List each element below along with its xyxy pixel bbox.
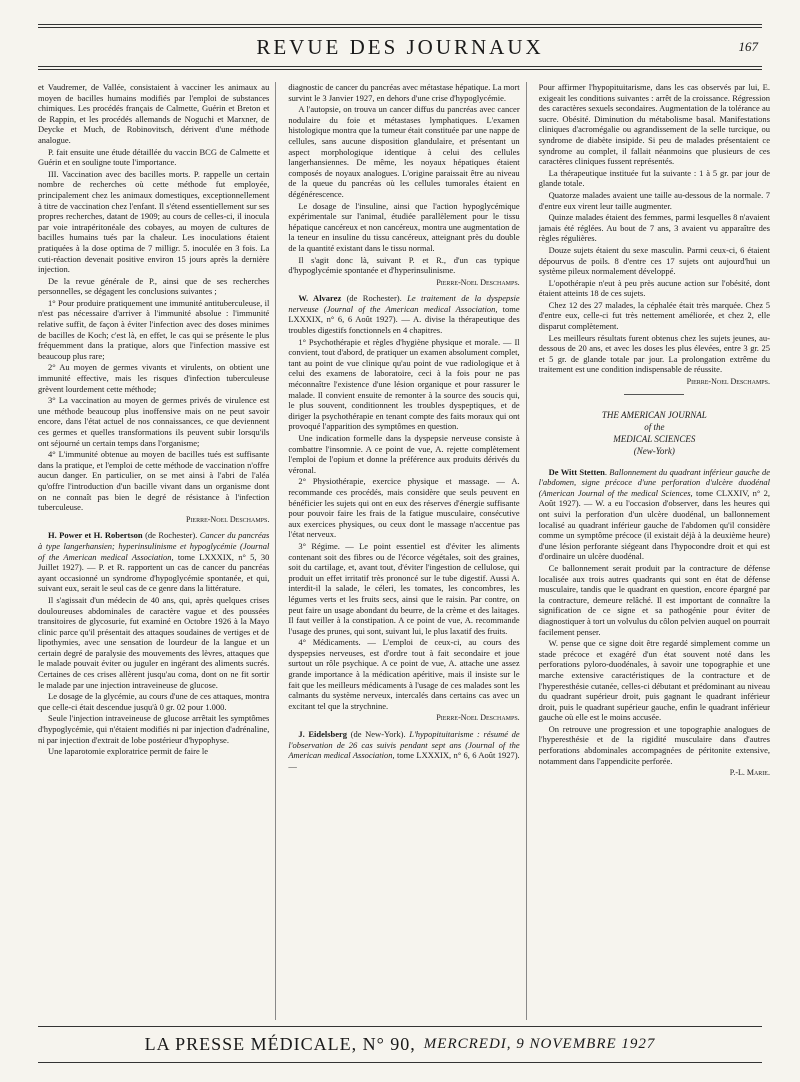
signature: P.-L. Marie. <box>729 768 770 778</box>
paragraph: 3° Régime. — Le point essentiel est d'éviter les aliments contenant soit des fibres ou de l'écorce végétales, soit des graines, soit du cartilage, et, avant tout, d'éviter l'ingestion de cellulose, qui produit un effet irritatif très prononcé sur le tube digestif. Aussi A. interdit-il la salade, le céleri, les tomates, les concombres, les légumes verts et les fruits secs, ainsi que le raisin. Par contre, on peut faire un usage abondant du beurre, de la crème et des laitages. Il faut veiller à la constipation. A ce point de vue, A. recommande l'usage des prunes, qui sont, suivant lui, le plus laxatif des fruits. <box>288 540 520 636</box>
article-reference: tome LXXXIX, n° 6, 6 Août 1927). — A. divise la thérapeutique des troubles digestifs fonctionnels en 4 chapitres. <box>288 303 520 336</box>
article-author: H. Power et H. Robertson <box>48 530 143 541</box>
paragraph: 2° Physiothérapie, exercice physique et massage. — A. recommande ces procédés, mais considère que seuls peuvent en bénéficier les sujets qui ont en eux des réserves d'énergie suffisante pour pouvoir faire les frais de la fatigue musculaire, consécutive aux exercices physiques, ou ceux dont le massage n'accentue pas l'état nerveux. <box>288 476 520 540</box>
paragraph: Il s'agissait d'un médecin de 40 ans, qui, après quelques crises douloureuses abdominales de caractère vague et des poussées transitoires de glycosurie, fut examiné en Octobre 1926 à la Mayo clinic parce qu'il présentait des attaques soudaines de vertiges et de lipothymies, avec une sensation de lourdeur de la langue et un certain degré de paralysie des mouvements des lèvres, attaques que le malade pouvait éviter ou juguler en ingérant des aliments sucrés. Certaines de ces crises allèrent jusqu'au coma, dont on ne fit sortir le malade par une injection intraveineuse de glucose. <box>38 594 270 690</box>
paragraph: Une laparotomie exploratrice permit de faire le <box>48 746 209 757</box>
article-affiliation: (de Rochester). <box>341 293 408 304</box>
paragraph: A l'autopsie, on trouva un cancer diffus du pancréas avec cancer nodulaire du foie et métastases lymphatiques. L'examen histologique montra que la tumeur était constituée par une nappe de cellules, sans aucune disposition glandulaire, et présentant un aspect morphologique identique à celui des cellules langerhansiennes. De même, les noyaux hépatiques étaient composés de noyaux analogues. L'origine paraissait être au niveau de la queue du pancréas où les cellules tumorales étaient en dégénérescence. <box>288 104 520 199</box>
article-heading <box>288 729 519 771</box>
paragraph: diagnostic de cancer du pancréas avec métastase hépatique. La mort survint le 3 Janvier 1927, en dehors d'une crise d'hypoglycémie. <box>288 82 520 103</box>
paragraph: 3° La vaccination au moyen de germes privés de virulence est une méthode beaucoup plus inoffensive mais on ne peut savoir encore, dans l'état actuel de nos connaissances, ce que deviennent ces germes et quelles transformations ils peuvent subir lorsqu'ils ont séjourné un certain temps dans l'organisme; <box>38 395 270 448</box>
header-rule-top-thin <box>38 27 762 28</box>
page-header <box>38 30 762 64</box>
article-title: Cancer du pancréas à type langerhansien; hyperinsulinisme et hypoglycémie (Journal of the American medical Association, <box>38 530 270 562</box>
paragraph: Une indication formelle dans la dyspepsie nerveuse consiste à combattre l'insomnie. A ce point de vue, A. rejette complètement l'emploi de l'opium et donne la préférence aux produits dérivés du véronal. <box>288 433 520 475</box>
paragraph: Le dosage de la glycémie, au cours d'une de ces attaques, montra que celle-ci était descendue jusqu'à 0 gr. 02 pour 1.000. <box>38 691 270 712</box>
header-title: REVUE DES JOURNAUX <box>256 34 544 59</box>
text-columns <box>38 82 770 1020</box>
footer-publication: LA PRESSE MÉDICALE, N° 90, <box>144 1033 416 1054</box>
article-title: Le traitement de la dyspepsie nerveuse (Journal of the American medical Association, <box>288 293 520 314</box>
column-2 <box>288 82 526 1020</box>
article-author: W. Alvarez <box>298 293 342 304</box>
paragraph: On retrouve une progression et une topographie analogues de l'hyperesthésie et de la rigidité musculaire dans d'autres perforations abdominales accompagnées de péritonite extensive, notamment dans l'appendicite perforée. <box>538 723 770 766</box>
paragraph: Le dosage de l'insuline, ainsi que l'action hypoglycémique expérimentale sur l'animal, étudiée parallèlement pour le tissu hépatique cancéreux et non cancéreux, montra une augmentation de la teneur en insuline du tissu cancéreux, atteignant près du double de la quantité existant dans le tissu normal. <box>288 200 520 253</box>
header-rule-top <box>38 24 762 25</box>
paragraph: et Vaudremer, de Vallée, consistaient à vacciner les animaux au moyen de bacilles humains modifiés par l'emploi de substances chimiques. Les procédés français de Calmette, Guérin et Breton et de Rappin, et les procédés allemands de Noguchi et Marxner, de Deycke et Much, de Robinovitsch, dérivent d'une méthode analogue. <box>38 82 270 145</box>
page-number: 167 <box>738 39 758 54</box>
section-divider <box>624 394 684 395</box>
journal-location: (New-York) <box>633 445 675 456</box>
article-reference: tome LXXXIX, n° 6, 6 Août 1927). — <box>288 750 520 771</box>
article-affiliation: (de New-York). <box>347 729 410 740</box>
paragraph: 4° Médicaments. — L'emploi de ceux-ci, au cours des dyspepsies nerveuses, est d'ordre tout à fait secondaire et joue surtout un rôle psychique. A ce point de vue, A. attache une assez grande importance à la médication apéritive, mais il insiste sur le fait que les meilleurs médicaments à l'usage de ces malades sont les calmants du système nerveux, intercalés dans certains cas avec un excitant tel que la strychnine. <box>288 637 520 711</box>
article-heading <box>539 467 770 562</box>
paragraph: Ce ballonnement serait produit par la contracture de défense localisée aux trois autres quadrants qui sont en état de défense musculaire, tandis que le quadrant en question, encore épargné par la contracture, demeure relâché. Il est important de connaître la signification de ce signe et sa pathogénie pour éviter de diagnostiquer à tort un volvulus du côlon pelvien auquel on pourrait facilement penser. <box>538 562 770 637</box>
paragraph: Les meilleurs résultats furent obtenus chez les sujets jeunes, au-dessous de 20 ans, et avec les doses les plus élevées, entre 3 gr. 25 et 5 gr. de glande totale par jour. La prolongation extrême du traitement est une condition indispensable de réussite. <box>538 332 770 375</box>
article-reference: tome LXXXIX, n° 5, 30 Juillet 1927). — P. et R. rapportent un cas de cancer du pancréas ayant occasionné un syndrome d'hypoglycémie spontanée, et qui, suivant eux, serait le seul cas de ce genre dans la littérature. <box>38 551 270 594</box>
footer-rule-bottom <box>38 1062 762 1063</box>
paragraph: Il s'agit donc là, suivant P. et R., d'un cas typique d'hypoglycémie spontanée et d'hyperinsulinisme. <box>288 254 520 276</box>
paragraph: W. pense que ce signe doit être regardé simplement comme un stade précoce et exagéré d'un état souvent noté dans les perforations pyloro-duodénales, à savoir une topographie et une marche extensive caractéristiques de la contracture et de l'hyperesthésie cutanée, celles-ci débutant et prédominant au niveau du quadrant supérieur droit, puis gagnant le quadrant inférieur droit, puis le quadrant supérieur gauche, enfin le quadrant inférieur gauche où elle est le moins accusée. <box>538 638 770 723</box>
signature: Pierre-Noel Deschamps. <box>686 377 770 387</box>
paragraph: 2° Au moyen de germes vivants et virulents, on obtient une immunité effective, mais les risques d'infection tuberculeuse grèvent lourdement cette méthode; <box>38 362 270 394</box>
journal-name-line: MEDICAL SCIENCES <box>613 433 696 444</box>
article-affiliation: (de Rochester). <box>142 530 200 541</box>
paragraph: 1° Psychothérapie et règles d'hygiène physique et morale. — Il convient, tout d'abord, de pratiquer un examen absolument complet, tant au point de vue clinique qu'au point de vue radiologique et à celui des examens de laboratoire, ceci à la fois pour ne pas méconnaître l'existence d'une lésion organique et pour rassurer le malade. Il convient ensuite de remonter à la source des soucis qui, le plus souvent, conditionnent les troubles dyspeptiques, et de diriger la psychothérapie en tenant compte des faits moraux qui ont provoqué l'apparition des symptômes en question. <box>288 336 520 432</box>
article-author: J. Eidelsberg <box>298 729 348 740</box>
page-footer <box>38 1030 762 1058</box>
journal-name-line: of the <box>644 421 665 432</box>
paragraph: P. fait ensuite une étude détaillée du vaccin BCG de Calmette et Guérin et en souligne toute l'importance. <box>38 146 270 168</box>
paragraph: La thérapeutique instituée fut la suivante : 1 à 5 gr. par jour de glande totale. <box>538 167 770 189</box>
signature: Pierre-Noel Deschamps. <box>436 713 520 723</box>
article-title: Ballonnement du quadrant inférieur gauche de l'abdomen, signe précoce d'une perforation d'ulcère duodénal (American Journal of the medical Sciences, <box>538 466 770 498</box>
paragraph: Quatorze malades avaient une taille au-dessous de la normale. 7 d'entre eux virent leur taille augmenter. <box>538 189 770 211</box>
article-affiliation: . <box>604 466 610 477</box>
article-heading <box>38 530 269 594</box>
paragraph: Quinze malades étaient des femmes, parmi lesquelles 8 n'avaient jamais été réglées. Au bout de 7 ans, 3 avaient vu apparaître des règles régulières. <box>538 212 770 244</box>
col1-paragraphs <box>38 82 269 513</box>
column-3 <box>539 82 770 1020</box>
paragraph: Douze sujets étaient du sexe masculin. Parmi ceux-ci, 6 étaient dépourvus de poils. 8 d'entre ces 17 sujets ont aujourd'hui un système pileux normalement développé. <box>538 244 770 277</box>
footer-date: MERCREDI, 9 NOVEMBRE 1927 <box>423 1035 656 1052</box>
header-rule-bottom-thin <box>38 69 762 70</box>
footer-rule <box>38 1026 762 1027</box>
paragraph: Seule l'injection intraveineuse de glucose arrêtait les symptômes d'hypoglycémie, qui n'étaient modifiés ni par injection d'adrénaline, ni par injection d'extrait de lobe postérieur d'hypophyse. <box>38 713 270 745</box>
article-heading <box>288 293 519 335</box>
paragraph: Chez 12 des 27 malades, la céphalée était très marquée. Chez 5 d'entre eux, celle-ci fut très nettement améliorée, et chez 2, elle disparut complètement. <box>538 299 770 332</box>
article-title: L'hypopituitarisme : résumé de l'observation de 26 cas suivis pendant sept ans (Journal of the American medical Association, <box>288 729 520 761</box>
article-reference: tome CLXXIV, n° 2, Août 1927). — W. a eu l'occasion d'observer, dans les heures qui ont suivi la perforation d'un ulcère duodénal, un ballonnement localisé au quadrant inférieur gauche de l'abdomen qu'il considère comme un symptôme précoce (il existait déjà à la deuxième heure) d'une lésion perforante siégeant dans l'hypocondre droit et qui est d'ordinaire un ulcère duodénal. <box>538 487 770 562</box>
paragraph: Pour affirmer l'hypopituitarisme, dans les cas observés par lui, E. exigeait les conditions suivantes : arrêt de la croissance. Régression des caractères sexuels secondaires. Augmentation de la tolérance au sucre. Obésité. Diminution du métabolisme basal. Manifestations cliniques d'acromégalie ou agrandissement de la selle turcique, ou syndrome de diabète insipide. Si peu de malades présentaient ce syndrome au complet, il fallait néanmoins que plusieurs de ces caractères cliniques fussent représentés. <box>538 82 770 167</box>
signature: Pierre-Noel Deschamps. <box>436 277 520 287</box>
paragraph: 4° L'immunité obtenue au moyen de bacilles tués est suffisante dans la pratique, et l'emploi de cette méthode de vaccination n'offre aucun danger. En particulier, on se met ainsi à l'abri de l'aléa qu'offre l'introduction d'un bacille vivant dans un organisme dont on ne connaît pas bien le degré de résistance à l'infection tuberculeuse. <box>38 449 270 513</box>
column-1 <box>38 82 276 1020</box>
header-rule-bottom <box>38 66 762 67</box>
article-author: De Witt Stetten <box>548 466 605 477</box>
paragraph: De la revue générale de P., ainsi que de ses recherches personnelles, se dégagent les conclusions suivantes ; <box>38 275 270 297</box>
paragraph: 1° Pour produire pratiquement une immunité antituberculeuse, il n'est pas nécessaire d'arriver à l'immunité absolue : l'immunité relative suffit, de façon à éviter l'infection avec des doses minimes de bacilles de Koch; c'est là, en effet, le cas qui se présente le plus fréquemment dans la pratique, alors que l'infection massive est beaucoup plus rare; <box>38 297 270 361</box>
paragraph: L'opothérapie n'eut à peu près aucune action sur l'obésité, dont étaient atteints 18 de ces sujets. <box>538 277 770 299</box>
signature: Pierre-Noel Deschamps. <box>185 514 270 524</box>
journal-heading <box>539 409 770 457</box>
paragraph: III. Vaccination avec des bacilles morts. P. rappelle un certain nombre de recherches où cette méthode fut employée, principalement chez les animaux domestiques, exceptionnellement à titre de vaccination chez l'enfant. Il s'étend essentiellement sur ses propres recherches, datant de 1909; au cours de celles-ci, il inocula par voie intrapéritonéale des cobayes, au moyen de cultures de bacilles humains tués par la chaleur. Les inoculations étaient pratiquées à la dose optima de 7 milligr. 5. inoculée en 3 fois. La cuti-réaction devenait positive environ 15 jours après la dernière injection. <box>38 168 270 275</box>
journal-name-line: THE AMERICAN JOURNAL <box>601 409 707 420</box>
